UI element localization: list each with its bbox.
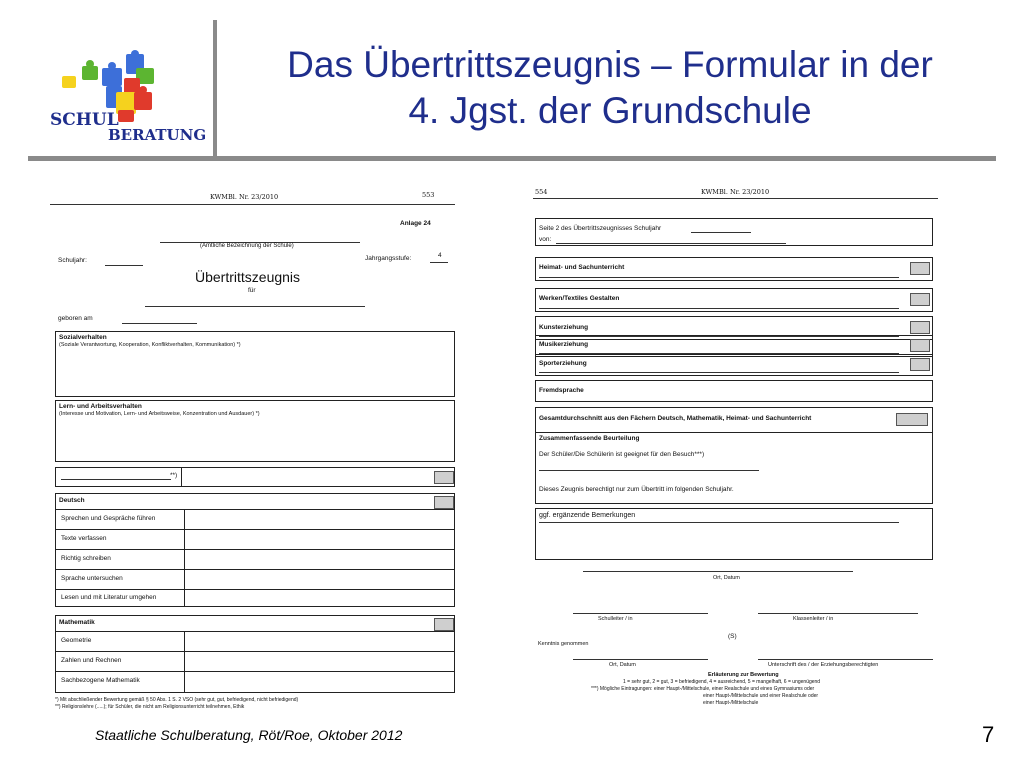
p2-header-rule [533,198,938,199]
p2-gesamt-box [535,407,933,504]
p1-deutsch-item: Sprache untersuchen [61,575,123,582]
slide-title-line1: Das Übertrittszeugnis – Formular in der [287,44,933,85]
p2-header-left: 554 [535,188,548,196]
p1-deutsch-row [56,589,454,590]
slide-footer: Staatliche Schulberatung, Röt/Roe, Oktober 2012 [95,727,403,743]
p2-von-line [556,243,786,244]
p2-schulleiter-line [573,613,708,614]
form-page-2 [533,185,943,715]
p1-mathe-sep [184,631,185,692]
p1-jahrgangsstufe-value: 4 [438,252,442,259]
p1-jahrgang-line [430,262,448,263]
p1-lern-title: Lern- und Arbeitsverhalten [59,403,142,410]
p1-header-rule [50,204,455,205]
p2-erl-line3: einer Haupt-/Mittelschule und einer Realschule oder [703,693,819,699]
p2-ort-datum: Ort, Datum [713,575,740,581]
p2-ort-datum2: Ort, Datum [609,662,636,668]
p2-seite2-line [691,232,751,233]
p2-erl-line2: ***) Mögliche Eintragungen: einer Haupt-/Mittelschule, einer Realschule und eines Gymnasiums oder [591,686,815,692]
p2-subject-grade [910,262,930,275]
p2-subject-label: Musikerziehung [539,341,589,348]
p2-gesamt-row [536,432,932,433]
p2-subject-grade [910,339,930,352]
p2-erl-title: Erläuterung zur Bewertung [708,672,779,678]
page-number: 7 [982,722,995,747]
p2-subject-label: Kunsterziehung [539,324,589,331]
header-horizontal-rule [28,156,996,161]
p1-footnote2: **) Religionslehre (.....); für Schüler, die nicht am Religionsunterricht teilnehmen, Ethik [55,704,245,710]
p1-deutsch-row [56,549,454,550]
p2-subject-line [539,372,899,373]
p2-gesamt: Gesamtdurchschnitt aus den Fächern Deutsch, Mathematik, Heimat- und Sachunterricht [539,415,812,422]
p1-religion-line [61,479,171,480]
p1-mathe-row [56,651,454,652]
p2-seite2: Seite 2 des Übertrittszeugnisses Schuljahr [539,225,662,232]
p1-mathe-item: Geometrie [61,637,92,644]
p2-header-right: KWMBl. Nr. 23/2010 [701,188,770,196]
p2-klassenleiter: Klassenleiter / in [793,616,834,622]
p1-title: Übertrittszeugnis [195,269,301,285]
p1-deutsch-item: Sprechen und Gespräche führen [61,515,156,522]
p2-subject-box [535,380,933,402]
p2-subject-label: Fremdsprache [539,387,584,394]
slide-title [230,42,990,134]
form-page-1 [50,185,460,715]
p1-sozial-box [55,331,455,397]
p2-seite2-box [535,218,933,246]
p1-deutsch-item: Lesen und mit Literatur umgehen [61,594,157,601]
p2-subject-grade [910,293,930,306]
p2-unterschrift-line [758,659,933,660]
p1-mathe-box [55,615,455,693]
p2-zusammen: Zusammenfassende Beurteilung [539,435,640,442]
p1-deutsch-item: Texte verfassen [61,535,107,542]
p2-subject-box [535,288,933,312]
p1-geboren: geboren am [58,315,93,322]
p2-erl-line1: 1 = sehr gut, 2 = gut, 3 = befriedigend, 4 = ausreichend, 5 = mangelhaft, 6 = ungenügend [623,679,821,685]
p2-gesamt-grade [896,413,928,426]
p1-geboren-line [122,323,197,324]
p1-sozial-title: Sozialverhalten [59,334,107,341]
p2-unterschrift: Unterschrift des / der Erziehungsberechtigten [768,662,879,668]
p2-subject-label: Sporterziehung [539,360,587,367]
p1-header-right: 553 [422,191,435,199]
p2-siegel: (S) [728,633,737,640]
p1-anlage: Anlage 24 [400,220,431,227]
p2-ort2-line [573,659,708,660]
p1-mathe-grade [434,618,454,631]
p1-deutsch-item: Richtig schreiben [61,555,111,562]
p1-mathe-row [56,671,454,672]
p1-schuljahr-line [105,265,143,266]
p1-jahrgangsstufe: Jahrgangsstufe: [365,255,412,262]
p2-subject-grade [910,321,930,334]
p1-deutsch-row [56,569,454,570]
p1-schuljahr: Schuljahr: [58,257,87,264]
p1-mathe-item: Sachbezogene Mathematik [61,677,140,684]
p2-bemerkungen-box [535,508,933,560]
p2-subject-box [535,354,933,376]
logo-word-beratung: BERATUNG [108,126,207,144]
p2-schulleiter: Schulleiter / in [598,616,633,622]
p1-deutsch-box [55,493,455,607]
p1-religion-grade [434,471,454,484]
p1-lern-sub: (Interesse und Motivation, Lern- und Arbeitsweise, Konzentration und Ausdauer) *) [59,411,260,417]
p1-name-line [145,306,365,307]
p1-deutsch-title: Deutsch [59,497,85,504]
p1-mathe-item: Zahlen und Rechnen [61,657,122,664]
p2-geeignet-line [539,470,759,471]
p1-fuer: für [248,287,256,294]
p1-header-left: KWMBl. Nr. 23/2010 [210,193,279,201]
p1-religion-box [55,467,455,487]
p2-von: von: [539,236,552,243]
p1-lern-box [55,400,455,462]
p2-subject-label: Heimat- und Sachunterricht [539,264,625,271]
p2-subject-line [539,277,899,278]
p1-footnote1: *) Mit abschließender Bewertung gemäß § 50 Abs. 1 S. 2 VSO (sehr gut, gut, befriedigend, nicht befriedigend) [55,697,299,703]
p1-religion-sep [181,468,182,486]
p2-subject-line [539,308,899,309]
p2-kenntnis: Kenntnis genommen [538,641,589,647]
p2-bemerkungen-line [539,522,899,523]
p2-geeignet: Der Schüler/Die Schülerin ist geeignet für den Besuch***) [539,451,705,458]
slide-title-line2: 4. Jgst. der Grundschule [408,90,812,131]
p1-mathe-title: Mathematik [59,619,95,626]
p2-klassenleiter-line [758,613,918,614]
p1-amtliche: (Amtliche Bezeichnung der Schule) [200,243,294,249]
p2-berechtigt: Dieses Zeugnis berechtigt nur zum Übertritt im folgenden Schuljahr. [539,486,734,493]
p2-subject-label: Werken/Textiles Gestalten [539,295,620,302]
p1-deutsch-row [56,529,454,530]
p1-deutsch-grade [434,496,454,509]
p1-mathe-row [56,631,454,632]
p1-deutsch-sep [184,509,185,606]
header-vertical-rule [213,20,217,160]
p2-erl-line4: einer Haupt-/Mittelschule [703,700,759,706]
p1-deutsch-row [56,509,454,510]
p1-sozial-sub: (Soziale Verantwortung, Kooperation, Konfliktverhalten, Kommunikation) *) [59,342,241,348]
p2-subject-grade [910,358,930,371]
p2-ort-line [583,571,853,572]
logo [40,50,207,150]
p2-bemerkungen: ggf. ergänzende Bemerkungen [539,512,636,519]
logo-word-schul: SCHUL [50,110,119,130]
p1-religion-mark: **) [170,472,178,479]
p2-subject-box [535,257,933,281]
